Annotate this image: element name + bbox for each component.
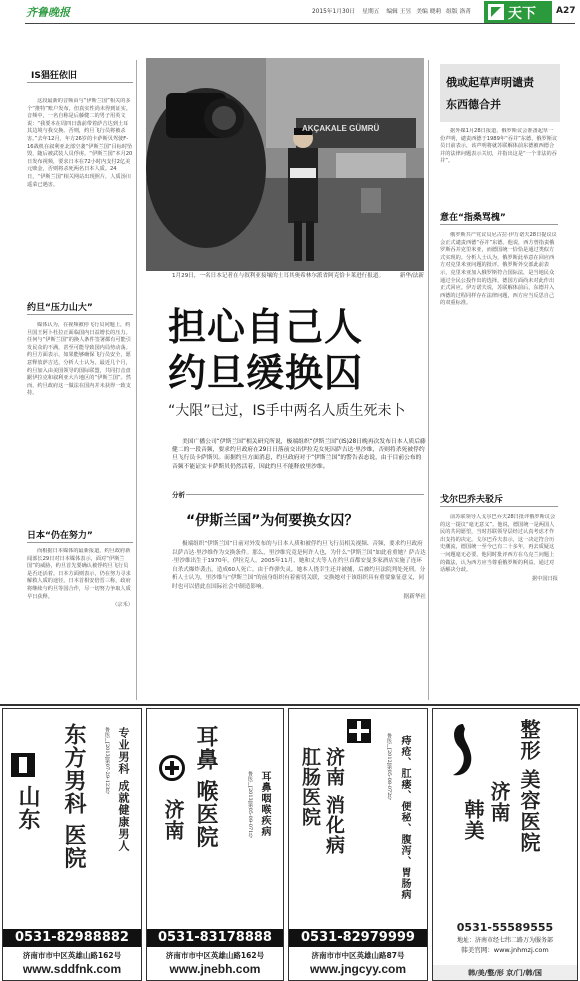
caption-text: 1月29日，一名日本记者在与叙利亚接壤的土耳其奥希林尔派省阿克恰卡莱进行报道。 [172,273,385,279]
heading-rule [440,506,558,507]
section-heading-is-rampant: IS猖狂依旧 [31,71,77,81]
ad-license: 鲁医广[2013]第05-09-071号 [247,771,253,839]
newspaper-logo: 齐鲁晚报 [26,6,70,19]
paragraph: 这段最新的音频由与“伊斯兰国”相关的多个“推特”账户发布，但真实性尚未得到证实。音频中，一名自称是后藤健二的男子用英文说：“我要本在周四日落前带着萨吉达到土耳其边境与我交换。否则，约旦飞行员将被杀害。”去年12月，年方26岁的卡萨斯贝驾驶F-16战机在叙利亚北部空袭“伊斯兰国”目标时坠毁，随后被武装人员俘虏。“伊斯兰国”本月20日发布视频，要求日本在72小时内支付2亿美元赎金，否则将杀死两名日本人质。24日，“伊斯兰国”相关网站出现照片，人质汤川遥菜已遇害。 [27,98,133,188]
ads-top-rule [0,704,580,706]
ad-hospital-name-mid: 喉医院 [193,779,219,849]
masthead-meta [312,6,471,15]
left-column [27,60,133,700]
border-sign-text: AKÇAKALE GÜMRÜ [302,124,380,133]
ad-license: 鲁医广[2012]第05-08-072号 [386,733,392,801]
editor-credit: 编辑 王昱 [386,9,412,15]
lead-paragraph [172,438,426,490]
heading-rule [27,314,133,315]
ad-hospital-name [61,723,87,873]
ad-name-b: 美容医院 [517,768,541,853]
swan-logo-icon [443,719,477,789]
photo-illustration [146,58,424,271]
paragraph: 媒体认为，在视频被停飞行员问题上，约旦国王阿卜杜拉正面临国内日益增长的压力。任何与“伊斯兰国”的换人条件签署都有可能引发民众的不满，甚至可能导致国内局势动荡。约旦方面表示，如果能够确保飞行员安全，愿意释放萨吉达。分析人士认为，最近几个月，约旦加入由美国领导的国际联盟，共同打击盘踞伊拉克和叙利亚大片地区的“伊斯兰国”。然而，约旦政府这一做法在国内并未获得一致支持。 [27,322,131,397]
right-body [440,232,558,482]
paragraph: 前苏联领导人戈尔巴乔夫28日批评俄罗斯议会的这一提议“毫无意义”。他说，德国统一是两国人民的共同愿望，当时苏联领导层经过认真考虑才作出支持的决定。戈尔巴乔夫表示，这一决定符合历史潮流，德国统一至今已有二十多年，再去质疑这一问题毫无必要。他同时批评西方在乌克兰问题上的做法，认为西方应当尊重俄罗斯的利益，通过对话解决分歧。 [440,514,556,574]
ad-footer: 韩/美/整/形 京/门/韩/国 [433,965,577,981]
photo-credit: 新华/法新 [399,273,424,279]
ad-hospital-name-2 [299,747,321,897]
ad-address: 济南市市中区英雄山路87号 [311,951,405,960]
ad-address: 济南市市中区英雄山路162号 [22,951,122,960]
proof-credit: 组版 洛菁 [446,9,472,15]
column-divider [428,60,429,700]
ad-tagline: 耳鼻咽喉疾病 [259,771,270,837]
ad-name-a: 整形 [517,719,541,761]
design-credit: 美编 晓莉 [416,9,442,15]
ad-license: 鲁医广[2013]第07-29-123号 [104,727,110,795]
paragraph: 极端组织“伊斯兰国”日前对外发布的与日本人质和被俘约旦飞行员相关视频、音频，要求约旦政府以萨吉达·里沙维作为交换条件。那么，里沙维究竟是何许人也，为什么“伊斯兰国”如此看重她？萨吉达·里沙维出生于1970年，伊拉克人。2005年11月，她和丈夫等人在约旦首都安曼多家酒店实施了连环自杀式爆炸袭击，造成60人死亡。由于炸弹失灵，她本人侥幸生还并被捕，后被约旦法院判处死刑。分析人士认为，里沙维与“伊斯兰国”的前身组织有着密切关联，交换她对于该组织具有重要象征意义，同时也可以借此在国际社会中制造影响。 [172,541,426,590]
right-column-headline: 俄或起草声明谴责东西德合并 [446,76,534,111]
ad-city: 济南 [161,799,185,841]
ad-hospital-name [193,725,219,875]
ad-tagline: 专业男科 成就健康男人 [117,727,130,852]
ad-website: 韩美官网：www.jnhmzj.com [461,946,549,954]
section-title: 天下 [508,6,536,22]
issue-date: 2015年1月30日 [312,9,356,15]
ad-phone: 0531-55589555 [456,921,554,934]
paragraph: 美国广播公司“伊斯兰国”相关研究所说，极端组织“伊斯兰国”(IS)28日晚再次发布日本人质后藤健二的一段音频，要求约旦政府在29日日落前交出伊拉克女死囚萨吉达·里沙维，否则将杀死被俘约旦飞行员卡萨斯贝。而据约旦方面消息，约旦政府对于“伊斯兰国”的警告表态说，由于目前公布的音频不能证实卡萨斯贝仍然活着，因此约旦不能释放里沙维。 [172,439,426,470]
section-heading-gorbachev: 戈尔巴乔夫驳斥 [440,495,504,505]
news-photo [146,58,424,271]
ad-cosmetic-hospital [432,708,578,981]
paragraph: 而根据日本媒体的最新报道，约旦政府新闻部长29日对日本媒体表示，面对“伊斯兰国”的威胁，约旦首先要确认被俘约旦飞行员是否还活着。日本方面则表示，仍在努力寻求解救人质的途径。日本首相安倍晋三称，政府将继续与约旦等国合作，尽一切努力争取人质早日获释。 [27,548,131,600]
analysis-title: “伊斯兰国”为何要换女囚？ [186,513,359,529]
ad-brand: 韩美 [461,799,485,841]
ad-hospital-name-top: 东方男科 [61,723,87,815]
hospital-logo-icon [11,753,35,777]
ad-phone: 0531-82988882 [3,929,141,947]
ad-name-b: 消化病 [323,794,345,855]
ad-name-a: 济南 [323,747,345,787]
ad-website: www.sddfnk.com [22,962,122,976]
section-heading-jordan-pressure: 约旦“压力山大” [27,303,93,313]
headline-line-2: 约旦缓换囚 [168,351,364,395]
section-heading-japan-efforts: 日本“仍在努力” [27,531,93,541]
ad-website: www.jnebh.com [169,962,261,976]
ad-gastro-hospital [288,708,428,981]
ad-phone: 0531-82979999 [289,929,427,947]
ad-hospital-name [323,747,345,897]
masthead-rule [25,23,575,24]
subheadline: “大限”已过，IS手中两名人质生死未卜 [168,403,406,419]
heading-rule [27,82,133,83]
heading-rule [27,542,133,543]
ad-tagline: 痔疮、肛瘘、便秘、腹泻、胃肠病 [399,735,410,900]
paragraph: 据外媒1月28日报道，俄罗斯议会准备起草一份声明，谴责西德于1989年“吞并”东德，俄罗斯议员日前表示，该声明将就苏联解体前东德被西德合并的法律问题表示关切，并指出这是“一个非法的吞并”。 [440,128,558,165]
ad-address: 地址：济南市经七纬二路万为服务部 [456,937,553,944]
ad-andrology-hospital [2,708,142,981]
ad-hospital-name-top: 耳鼻 [193,725,219,771]
ad-ent-hospital [146,708,284,981]
ad-city: 山东 [15,785,41,831]
article-text-block [27,322,133,522]
right-intro [440,128,558,208]
section-heading-allusion: 意在“指桑骂槐” [440,213,506,223]
analysis-tag: 分析 [172,491,185,499]
page-number: A27 [556,6,576,16]
analysis-body [172,540,426,698]
article-text-block [27,548,133,708]
hospital-logo-icon [159,755,185,781]
column-divider [136,60,137,700]
right-body [440,514,558,698]
masthead [0,0,580,24]
paragraph: 俄罗斯共产党议员尼古拉·伊万诺夫28日提议议会正式谴责西德“吞并”东德。他说，西方曾指责俄罗斯吞并克里米亚，而德国统一恰恰是通过类似方式实现的。分析人士认为，俄罗斯此举意在回应西方对克里米亚问题的批评。俄罗斯外交部此前表示，克里米亚加入俄罗斯符合国际法，是当地民众通过全民公投作出的选择。德国方面尚未对此作出正式回应。伊万诺夫说，苏联解体前后，东德并入西德的过程同样存在法律问题，西方应当反思自己的双重标准。 [440,232,557,307]
ad-hospital-name-bottom: 医院 [61,823,87,870]
issue-weekday: 星期五 [362,9,380,15]
ad-address: 济南市市中区英雄山路162号 [165,951,265,960]
section-badge [484,1,552,23]
hospital-logo-icon [347,719,371,743]
byline: 据新华社 [403,593,426,600]
photo-caption [172,272,424,280]
ad-phone: 0531-83178888 [147,929,283,947]
headline-line-1: 担心自己人 [168,305,364,349]
ad-website: www.jngcyy.com [309,962,407,976]
ad-name-c: 肛肠医院 [299,747,321,827]
right-column-banner [440,64,560,122]
heading-rule [440,224,558,225]
ad-hospital-name [517,719,541,869]
ad-city: 济南 [487,781,511,823]
analysis-rule [186,494,424,495]
byline: （宗禾） [112,602,133,609]
byline: 据中国日报 [532,575,558,582]
